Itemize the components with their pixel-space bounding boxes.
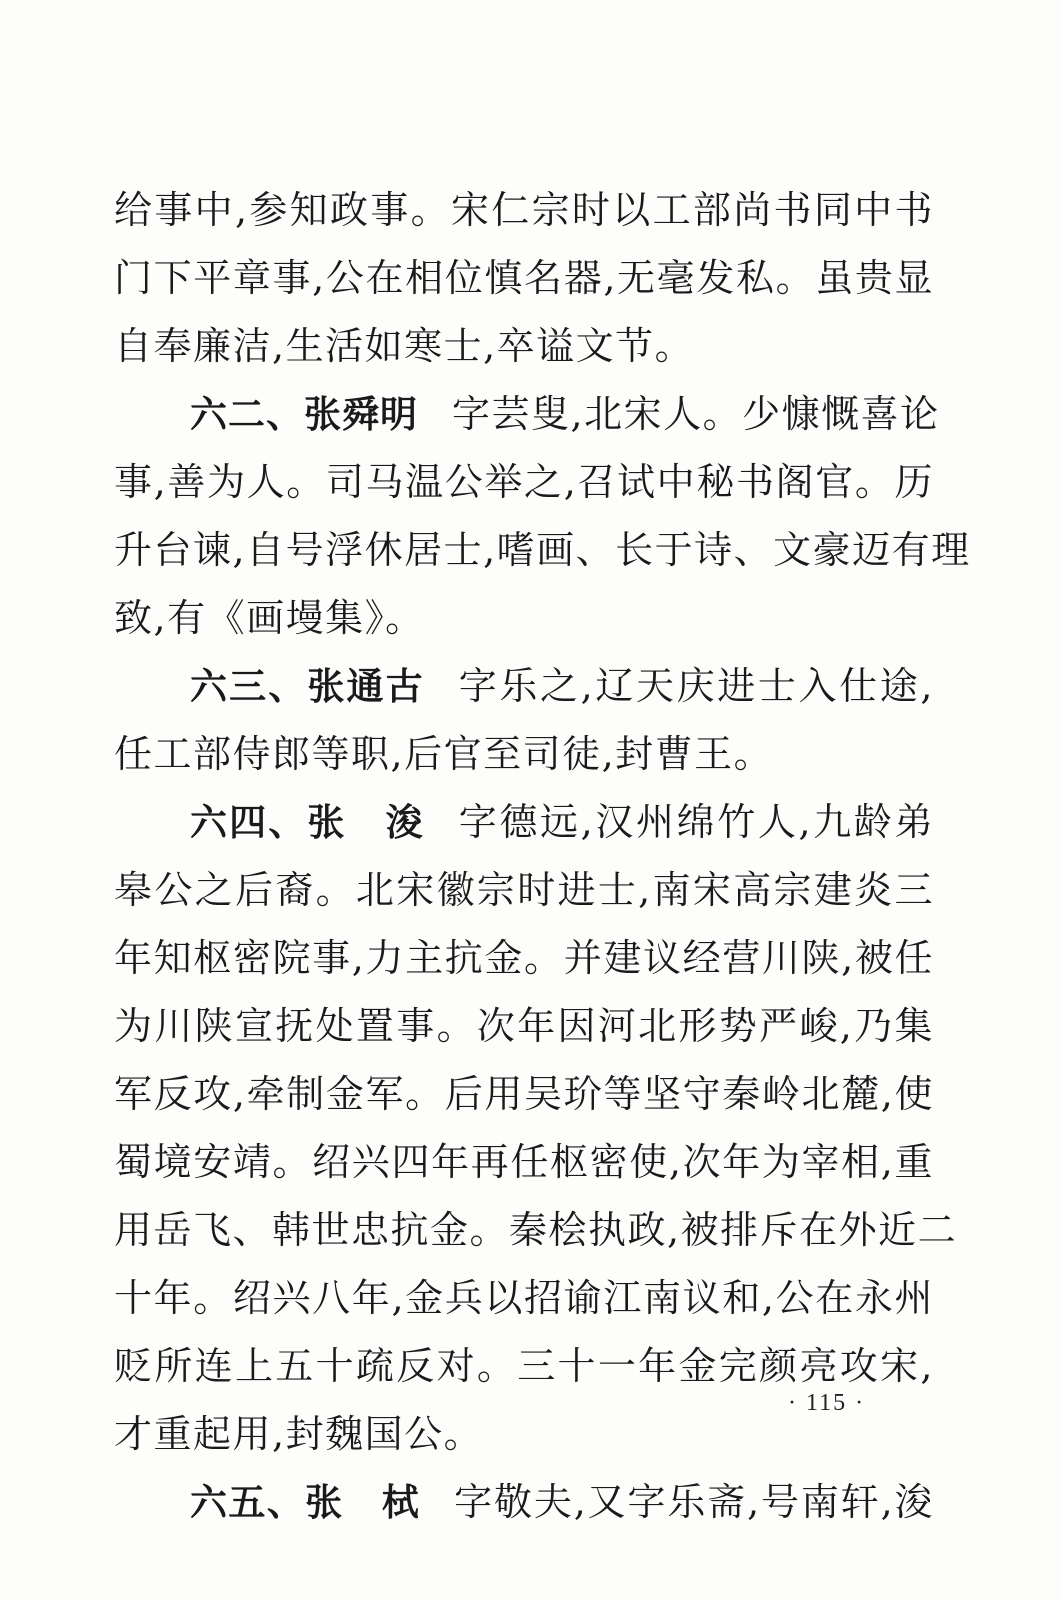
text-line: 门下平章事,公在相位慎名器,无毫发私。虽贵显 (114, 256, 934, 300)
text-line: 为川陕宣抚处置事。次年因河北形势严峻,乃集 (114, 1004, 934, 1048)
entry-title: 六四、张 浚 (190, 801, 425, 844)
text-line: 事,善为人。司马温公举之,召试中秘书阁官。历 (114, 460, 934, 504)
entry-text: 字乐之,辽天庆进士入仕途, (458, 664, 934, 708)
entry-text: 字芸叟,北宋人。少慷慨喜论 (452, 392, 940, 436)
text-line: 蜀境安靖。绍兴四年再任枢密使,次年为宰相,重 (114, 1140, 934, 1184)
text-line: 年知枢密院事,力主抗金。并建议经营川陕,被任 (114, 936, 934, 980)
text-line: 致,有《画墁集》。 (114, 596, 425, 640)
text-line: 军反攻,牵制金军。后用吴玠等坚守秦岭北麓,使 (114, 1072, 934, 1116)
page-number: · 115 · (788, 1390, 866, 1416)
entry-title: 六二、张舜明 (190, 393, 418, 436)
entry-first-line (114, 380, 940, 448)
text-line: 给事中,参知政事。宋仁宗时以工部尚书同中书 (114, 188, 934, 232)
text-line: 贬所连上五十疏反对。三十一年金完颜亮攻宋, (114, 1344, 934, 1388)
entry-title: 六三、张通古 (190, 665, 425, 708)
text-line: 用岳飞、韩世忠抗金。秦桧执政,被排斥在外近二 (114, 1208, 958, 1252)
entry-first-line (114, 1468, 934, 1536)
text-line: 才重起用,封魏国公。 (114, 1412, 484, 1456)
text-line: 任工部侍郎等职,后官至司徒,封曹王。 (114, 732, 774, 776)
entry-first-line (114, 788, 934, 856)
text-line: 自奉廉洁,生活如寒士,卒谥文节。 (114, 324, 695, 368)
body-text (114, 176, 971, 1536)
text-line: 十年。绍兴八年,金兵以招谕江南议和,公在永州 (114, 1276, 934, 1320)
entry-first-line (114, 652, 934, 720)
text-line: 皋公之后裔。北宋徽宗时进士,南宋高宗建炎三 (114, 868, 934, 912)
entry-title: 六五、张 栻 (190, 1481, 421, 1524)
entry-text: 字敬夫,又字乐斋,号南轩,浚 (454, 1480, 934, 1524)
text-line: 升台谏,自号浮休居士,嗜画、长于诗、文豪迈有理 (114, 528, 971, 572)
entry-text: 字德远,汉州绵竹人,九龄弟 (458, 800, 934, 844)
